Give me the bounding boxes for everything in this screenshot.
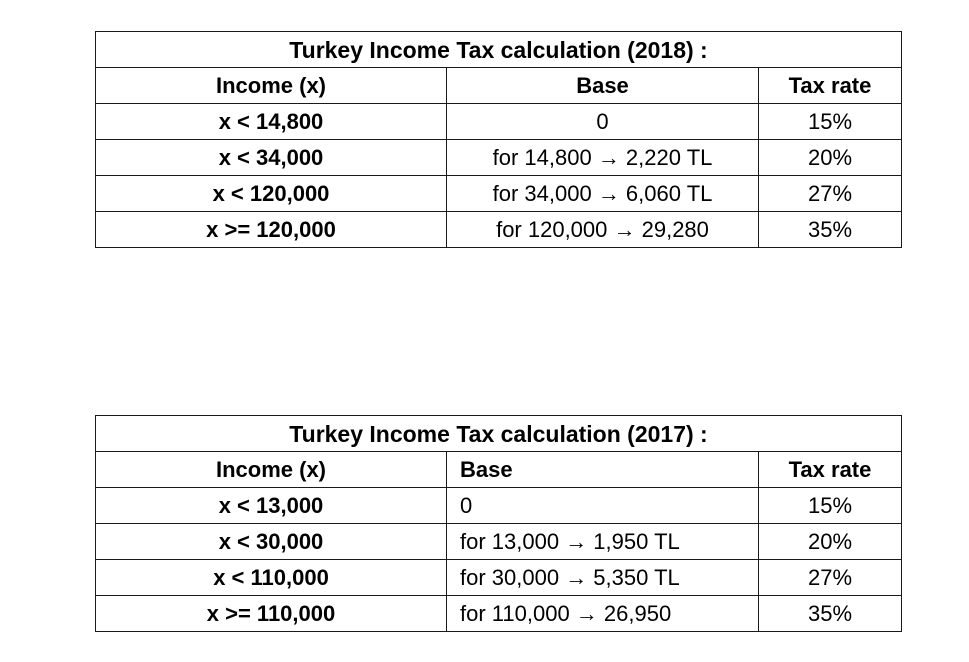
tax-rate-cell: 35% <box>759 596 902 632</box>
income-cell: x >= 120,000 <box>96 212 447 248</box>
table-row <box>96 524 902 560</box>
income-cell: x < 34,000 <box>96 140 447 176</box>
table-row <box>96 140 902 176</box>
header-tax-rate: Tax rate <box>759 68 902 104</box>
base-cell: for 13,000 → 1,950 TL <box>447 524 759 560</box>
header-tax-rate: Tax rate <box>759 452 902 488</box>
table-row <box>96 212 902 248</box>
table-row <box>96 176 902 212</box>
tax-rate-cell: 20% <box>759 140 902 176</box>
tax-rate-cell: 27% <box>759 560 902 596</box>
base-cell: for 110,000 → 26,950 <box>447 596 759 632</box>
table-header-row <box>96 452 902 488</box>
table-row <box>96 596 902 632</box>
table-title: Turkey Income Tax calculation (2018) : <box>96 32 902 68</box>
table-row <box>96 104 902 140</box>
base-cell: for 120,000 → 29,280 <box>447 212 759 248</box>
tax-rate-cell: 15% <box>759 104 902 140</box>
header-base: Base <box>447 68 759 104</box>
table-title: Turkey Income Tax calculation (2017) : <box>96 416 902 452</box>
tax-table-2017 <box>95 415 902 632</box>
header-base: Base <box>447 452 759 488</box>
base-cell: for 30,000 → 5,350 TL <box>447 560 759 596</box>
base-cell: for 34,000 → 6,060 TL <box>447 176 759 212</box>
income-cell: x < 110,000 <box>96 560 447 596</box>
base-cell: 0 <box>447 488 759 524</box>
table-title-row <box>96 416 902 452</box>
income-cell: x < 14,800 <box>96 104 447 140</box>
header-income: Income (x) <box>96 452 447 488</box>
income-cell: x < 13,000 <box>96 488 447 524</box>
table-header-row <box>96 68 902 104</box>
table-row <box>96 488 902 524</box>
tax-table-2018 <box>95 31 902 248</box>
tax-rate-cell: 27% <box>759 176 902 212</box>
header-income: Income (x) <box>96 68 447 104</box>
income-cell: x < 30,000 <box>96 524 447 560</box>
table-title-row <box>96 32 902 68</box>
base-cell: 0 <box>447 104 759 140</box>
income-cell: x >= 110,000 <box>96 596 447 632</box>
tax-rate-cell: 20% <box>759 524 902 560</box>
income-cell: x < 120,000 <box>96 176 447 212</box>
tax-rate-cell: 15% <box>759 488 902 524</box>
tax-rate-cell: 35% <box>759 212 902 248</box>
base-cell: for 14,800 → 2,220 TL <box>447 140 759 176</box>
table-row <box>96 560 902 596</box>
